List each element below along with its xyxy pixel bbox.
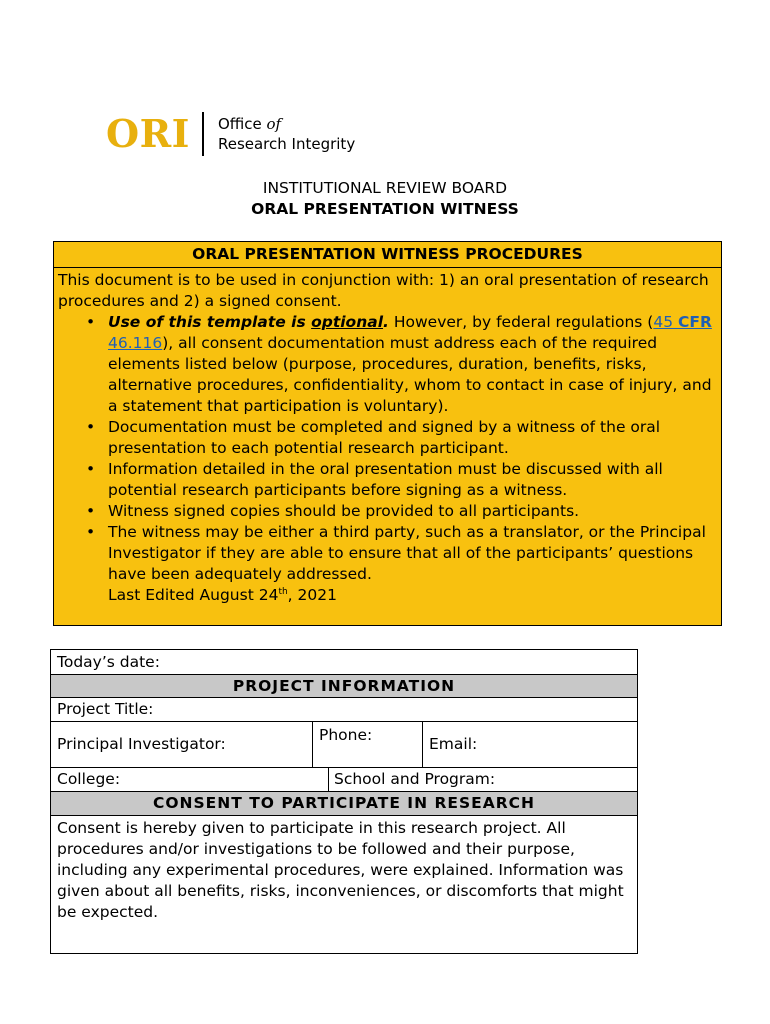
date-label: Today’s date: [57,653,160,671]
cfr-section: 46.116 [108,334,163,352]
logo-line-2: Research Integrity [217,135,356,153]
list-item [108,312,717,417]
procedures-body [54,268,721,606]
edited-suffix: th [278,586,288,597]
procedures-box [53,241,722,626]
list-item: • Documentation must be completed and signed by a witness of the oral presentation to each potential research participant. [108,417,717,459]
document-title: ORAL PRESENTATION WITNESS [251,200,519,218]
project-title-field[interactable] [51,698,637,722]
bullet-text: However, by federal regulations ( [388,313,654,331]
list-item: • Information detailed in the oral presentation must be discussed with all potential research participants before signing as a witness. [108,459,717,501]
witness-form [50,649,638,954]
ori-logo [106,110,355,158]
optional-word: optional [311,313,384,331]
project-title-label: Project Title: [57,700,154,718]
school-label: School and Program: [334,770,496,788]
cfr-part: 45 [653,313,678,331]
logo-line-1 [218,114,355,134]
phone-label: Phone: [319,726,373,744]
consent-header: CONSENT TO PARTICIPATE IN RESEARCH [51,792,637,816]
email-field[interactable] [423,722,637,767]
pi-field[interactable] [51,722,313,767]
college-row [51,768,637,792]
logo-mark: ORI [106,111,190,156]
procedures-intro: This document is to be used in conjunction with: 1) an oral presentation of research procedures and 2) a signed consent. [58,271,709,310]
optional-text: Use of this template is [108,313,312,331]
school-program-field[interactable] [329,768,637,791]
last-edited [58,585,717,606]
pi-row [51,722,637,768]
logo-divider [202,112,204,156]
phone-field[interactable] [313,722,423,767]
consent-statement: Consent is hereby given to participate in this research project. All procedures and/or investigations to be followed and their purpose, including any experimental procedures, were explained. Information was given about all benefits, risks, inconveniences, or discomforts that might be expected. [57,819,624,921]
college-label: College: [57,770,121,788]
board-heading: INSTITUTIONAL REVIEW BOARD [262,179,508,197]
procedures-list [58,312,717,585]
cfr-code: CFR [677,313,712,331]
list-item: • The witness may be either a third party, such as a translator, or the Principal Investigator if they are able to ensure that all of the participants’ questions have been adequately addressed. [108,522,717,585]
logo-office: Office [217,115,267,133]
optional-period: . [383,313,389,331]
logo-text [218,114,355,154]
edited-year: , 2021 [287,586,337,604]
pi-label: Principal Investigator: [57,735,226,753]
list-item: • Witness signed copies should be provided to all participants. [108,501,717,522]
email-label: Email: [429,735,478,753]
procedures-title: ORAL PRESENTATION WITNESS PROCEDURES [54,242,721,268]
college-field[interactable] [51,768,329,791]
optional-notice [108,313,389,331]
logo-of: of [266,115,282,133]
bullet-text: ), all consent documentation must address each of the required elements listed below (purpose, procedures, duration, benefits, risks, alternative procedures, confidentiality, whom to contact in case of injury, and a statement that participation is voluntary). [108,334,712,415]
project-info-header: PROJECT INFORMATION [51,675,637,698]
edited-text: Last Edited August 24 [108,586,279,604]
todays-date-field[interactable] [51,650,637,675]
